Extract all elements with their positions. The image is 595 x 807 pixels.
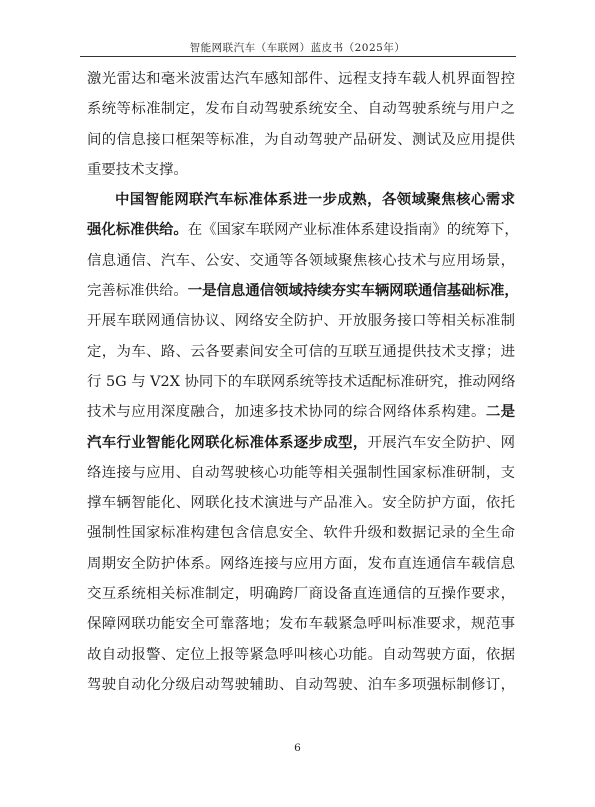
text-line <box>87 458 515 488</box>
text-line <box>87 185 515 215</box>
text-segment: 完善标准供给。 <box>87 283 188 300</box>
text-segment: 保障网联功能安全可靠落地；发布车载紧急呼叫标准要求，规范事 <box>87 616 515 633</box>
text-segment: 周期安全防护体系。网络连接与应用方面，发布直连通信车载信息 <box>87 555 515 572</box>
text-segment: 开展车联网通信协议、网络安全防护、开放服务接口等相关标准制 <box>87 313 515 330</box>
text-line <box>87 488 515 518</box>
text-segment: 重要技术支撑。 <box>87 161 188 178</box>
text-segment: 间的信息接口框架等标准，为自动驾驶产品研发、测试及应用提供 <box>87 131 515 148</box>
text-segment: 开展汽车安全防护、网 <box>367 434 515 451</box>
text-line <box>87 640 515 670</box>
text-line <box>87 367 515 397</box>
text-segment: 技术与应用深度融合，加速多技术协同的综合网络体系构建。 <box>87 404 486 421</box>
page-header-title: 智能网联汽车（车联网）蓝皮书（2025年） <box>189 42 406 54</box>
text-segment: 激光雷达和毫米波雷达汽车感知部件、远程支持车载人机界面智控 <box>87 71 515 87</box>
text-segment: 定，为车、路、云各要素间安全可信的互联互通提供技术支撑；进 <box>87 343 515 360</box>
text-line <box>87 609 515 639</box>
text-segment: 强制性国家标准构建包含信息安全、软件升级和数据记录的全生命 <box>87 525 515 542</box>
text-segment: 交互系统相关标准制定，明确跨厂商设备直连通信的互操作要求， <box>87 586 515 603</box>
text-line <box>87 276 519 306</box>
text-line <box>87 246 515 276</box>
text-segment: 行 5G 与 V2X 协同下的车联网系统等技术适配标准研究，推动网络 <box>87 373 516 390</box>
text-line <box>87 125 515 155</box>
text-line <box>87 215 519 245</box>
text-line <box>87 518 515 548</box>
text-segment: 驾驶自动化分级启动驾驶辅助、自动驾驶、泊车多项强标制修订， <box>87 676 515 693</box>
bold-text-segment: 强化标准供给。 <box>87 221 188 239</box>
text-segment: 系统等标准制定，发布自动驾驶系统安全、自动驾驶系统与用户之 <box>87 101 515 118</box>
page-number: 6 <box>294 742 301 754</box>
text-line <box>87 428 515 458</box>
body-text <box>87 64 519 700</box>
text-line <box>87 306 515 336</box>
bold-text-segment: 中国智能网联汽车标准体系进一步成熟，各领域聚焦核心需求 <box>115 191 515 209</box>
text-segment: 信息通信、汽车、公安、交通等各领域聚焦核心技术与应用场景， <box>87 252 515 269</box>
text-line <box>87 155 515 185</box>
text-segment: 络连接与应用、自动驾驶核心功能等相关强制性国家标准研制，支 <box>87 464 515 481</box>
text-segment: 撑车辆智能化、网联化技术演进与产品准入。安全防护方面，依托 <box>87 495 515 512</box>
text-line <box>87 549 515 579</box>
text-segment: 故自动报警、定位上报等紧急呼叫核心功能。自动驾驶方面，依据 <box>87 646 515 663</box>
text-segment: 在《国家车联网产业标准体系建设指南》的统筹下， <box>187 222 519 239</box>
text-line <box>87 670 515 700</box>
text-line <box>87 337 515 367</box>
text-line <box>87 64 515 94</box>
text-line <box>87 579 515 609</box>
text-line <box>87 397 515 427</box>
bold-text-segment: 汽车行业智能化网联化标准体系逐步成型， <box>87 433 368 451</box>
header-divider <box>80 56 516 57</box>
bold-text-segment: 二是 <box>485 403 515 421</box>
bold-text-segment: 一是信息通信领域持续夯实车辆网联通信基础标准， <box>187 282 519 300</box>
text-line <box>87 94 515 124</box>
